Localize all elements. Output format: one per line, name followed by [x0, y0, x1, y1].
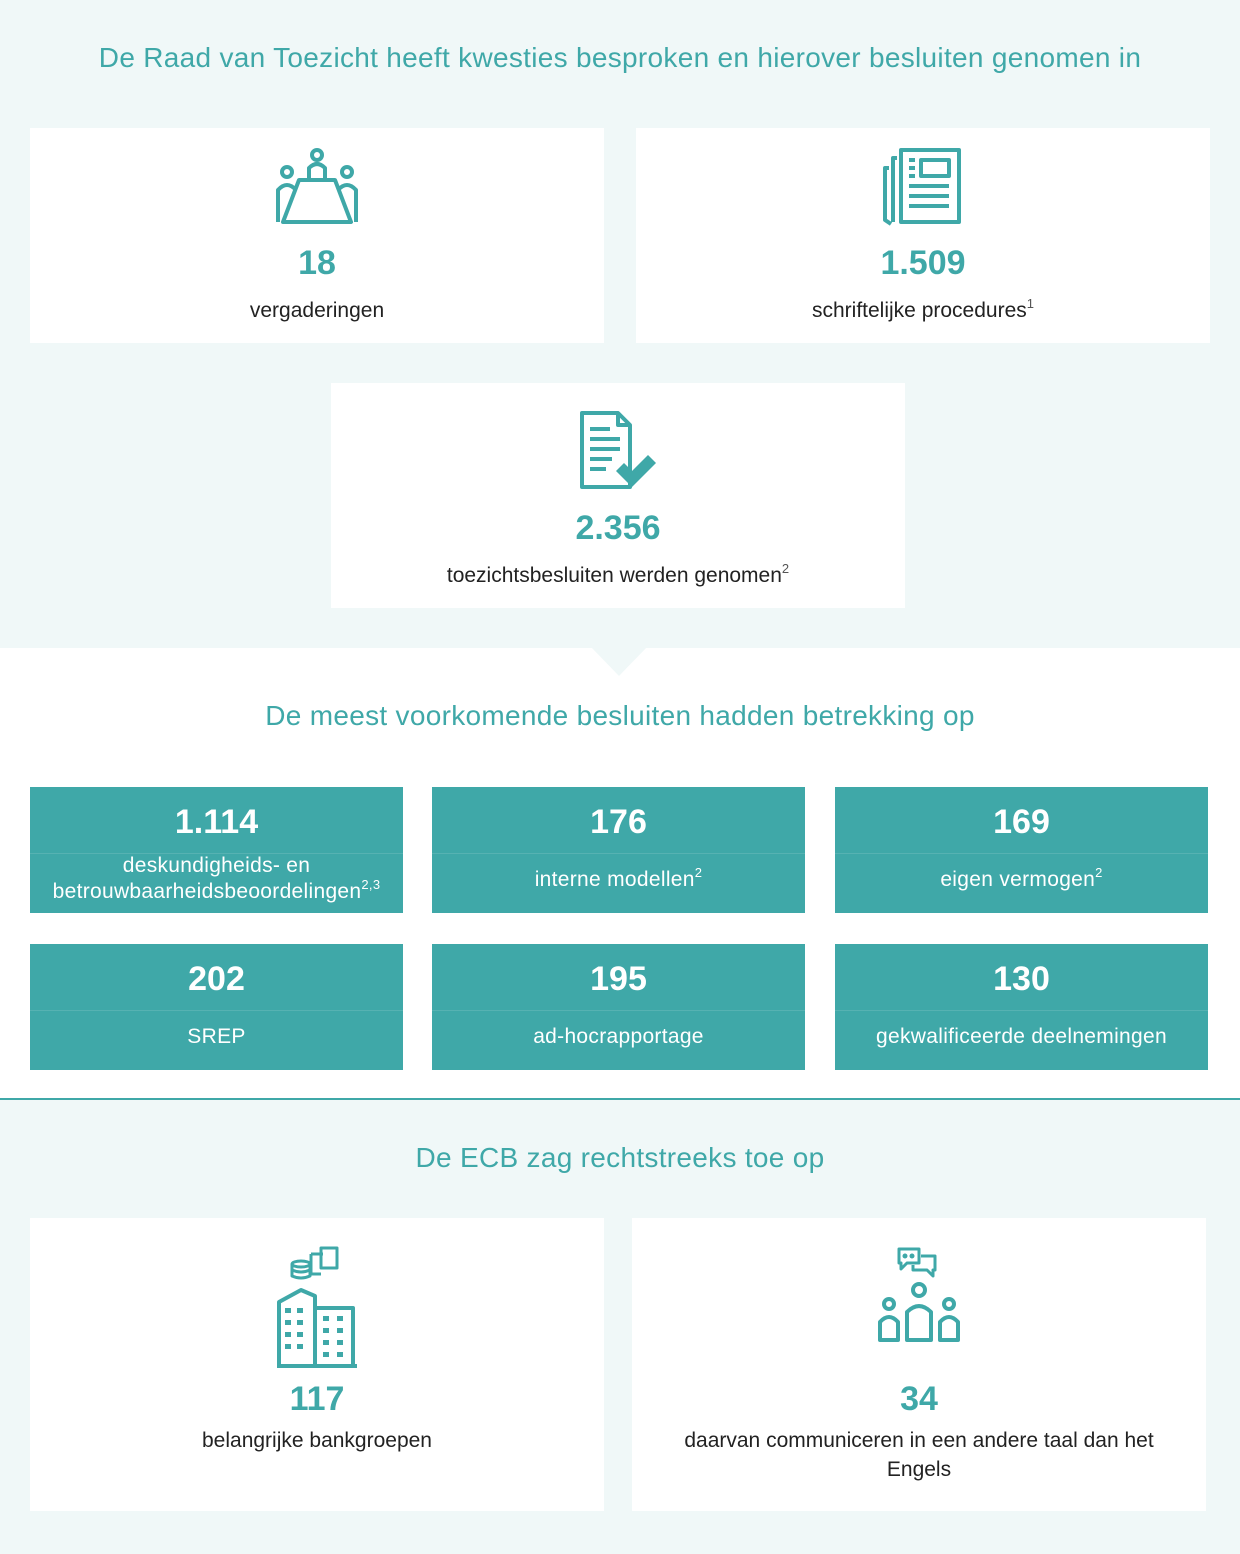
meetings-card	[30, 128, 604, 343]
tile-value: 202	[188, 960, 245, 998]
decision-tile-srep	[30, 944, 403, 1070]
tile-label: eigen vermogen$^2$	[940, 865, 1103, 891]
written-procedures-label: schriftelijke procedures$^1$	[812, 296, 1034, 322]
tile-value: 1.114	[174, 803, 259, 841]
tile-label: deskundigheids- en betrouwbaarheidsbeoordelingen$^{2,3}$	[52, 854, 381, 903]
footnote-ref: 1	[1026, 296, 1034, 311]
tile-value: 195	[590, 960, 647, 998]
meetings-count: 18	[298, 244, 336, 282]
supervisory-decisions-count: 2.356	[575, 509, 661, 547]
meetings-label: vergaderingen	[249, 299, 385, 322]
decision-tile-ad-hoc-reporting	[432, 944, 805, 1070]
document-check-icon	[576, 409, 660, 493]
bank-groups-label: belangrijke bankgroepen	[201, 1429, 432, 1452]
tile-label: SREP	[187, 1025, 246, 1048]
supervisory-decisions-label: toezichtsbesluiten werden genomen$^2$	[446, 561, 790, 587]
documents-icon	[881, 146, 965, 226]
non-english-label: daarvan communiceren in een andere taal dan het Engels	[684, 1429, 1154, 1481]
footnote-ref: 2	[1095, 865, 1103, 880]
bank-groups-card	[30, 1218, 604, 1511]
non-english-count: 34	[900, 1380, 938, 1418]
supervisory-decisions-card	[331, 383, 905, 608]
footnote-ref: 2	[694, 865, 703, 880]
bank-groups-count: 117	[289, 1380, 345, 1418]
tile-label: ad-hocrapportage	[533, 1025, 704, 1048]
section-arrow	[590, 646, 648, 676]
decision-tile-own-funds	[835, 787, 1208, 913]
written-procedures-card	[636, 128, 1210, 343]
section3-heading: De ECB zag rechtstreeks toe op	[415, 1142, 825, 1173]
tile-value: 169	[993, 803, 1050, 841]
section1-heading: De Raad van Toezicht heeft kwesties besproken en hierover besluiten genomen in	[98, 42, 1142, 73]
written-procedures-count: 1.509	[880, 244, 966, 282]
people-speech-icon	[877, 1246, 961, 1342]
tile-label: gekwalificeerde deelnemingen	[876, 1025, 1167, 1048]
section2-heading: De meest voorkomende besluiten hadden betrekking op	[265, 700, 975, 731]
tile-value: 176	[590, 803, 647, 841]
decision-tile-internal-models	[432, 787, 805, 913]
meeting-table-icon	[275, 146, 359, 226]
tile-label: interne modellen$^2$	[534, 865, 703, 891]
decision-tile-qualifying-holdings	[835, 944, 1208, 1070]
non-english-card	[632, 1218, 1206, 1511]
decision-tile-fit-and-proper	[30, 787, 403, 913]
bank-buildings-icon	[275, 1246, 359, 1370]
tile-value: 130	[993, 960, 1050, 998]
footnote-ref: 2	[781, 561, 790, 576]
footnote-ref: 2,3	[361, 877, 381, 892]
